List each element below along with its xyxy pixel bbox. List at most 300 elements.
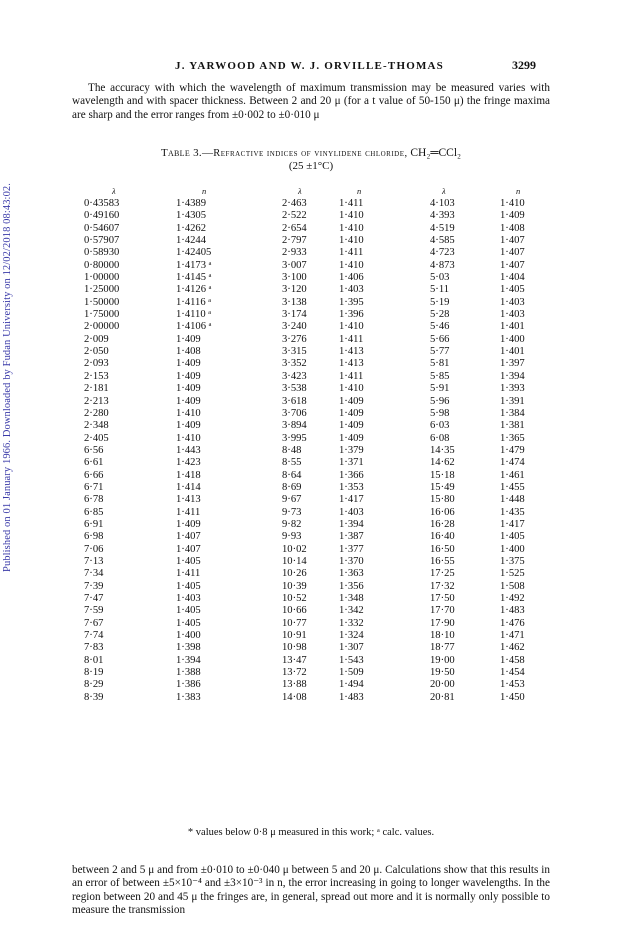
table-cell: 1·365 bbox=[500, 432, 525, 444]
table-cell: 1·408 bbox=[500, 222, 525, 234]
table-cell: 1·4116 ᵃ bbox=[176, 296, 212, 308]
table-row bbox=[84, 260, 544, 272]
table-temperature: (25 ±1°C) bbox=[288, 160, 334, 172]
table-cell: 1·391 bbox=[500, 395, 525, 407]
table-cell: 17·50 bbox=[430, 593, 455, 604]
table-cell: 1·4106 ᵃ bbox=[176, 321, 212, 333]
table-cell: 6·78 bbox=[84, 494, 104, 506]
table-cell: 1·400 bbox=[500, 543, 525, 555]
table-cell: 1·401 bbox=[500, 321, 525, 333]
table-cell: 19·50 bbox=[430, 667, 455, 679]
table-cell: 1·25000 bbox=[84, 284, 120, 296]
table-cell: 1·413 bbox=[339, 346, 364, 358]
table-cell: 1·4244 bbox=[176, 235, 207, 247]
table-cell: 18·77 bbox=[430, 642, 455, 654]
column-header-index-2: n bbox=[357, 186, 362, 196]
table-row bbox=[84, 321, 544, 333]
table-cell: 1·307 bbox=[339, 642, 364, 654]
table-cell: 7·74 bbox=[84, 630, 104, 642]
table-cell: 1·409 bbox=[176, 383, 201, 395]
table-cell: 1·407 bbox=[500, 235, 525, 247]
column-header-wavelength-2: λ bbox=[298, 186, 302, 196]
table-cell: 1·462 bbox=[500, 642, 525, 654]
table-cell: 1·379 bbox=[339, 444, 364, 456]
table-cell: 1·381 bbox=[500, 420, 525, 432]
table-row bbox=[84, 605, 544, 617]
table-cell: 1·474 bbox=[500, 457, 525, 469]
table-cell: 13·88 bbox=[282, 679, 307, 691]
table-cell: 1·394 bbox=[176, 654, 201, 666]
table-row bbox=[84, 544, 544, 556]
table-row bbox=[84, 396, 544, 408]
table-cell: 16·06 bbox=[430, 506, 455, 518]
table-cell: 2·797 bbox=[282, 235, 307, 247]
table-cell: 1·414 bbox=[176, 481, 201, 493]
table-cell: 6·71 bbox=[84, 481, 104, 493]
table-row bbox=[84, 519, 544, 531]
table-cell: 2·213 bbox=[84, 395, 109, 407]
table-cell: 5·98 bbox=[430, 407, 450, 419]
table-label: Table 3.— bbox=[160, 147, 214, 159]
table-cell: 1·409 bbox=[339, 420, 364, 432]
table-row bbox=[84, 383, 544, 395]
table-cell: 3·352 bbox=[282, 358, 307, 370]
table-cell: 1·394 bbox=[500, 370, 525, 382]
table-row bbox=[84, 692, 544, 704]
table-row bbox=[84, 309, 544, 321]
table-row bbox=[84, 507, 544, 519]
table-row bbox=[84, 371, 544, 383]
table-cell: 14·08 bbox=[282, 691, 307, 703]
table-cell: 1·410 bbox=[176, 407, 201, 419]
table-row bbox=[84, 630, 544, 642]
table-cell: 7·67 bbox=[84, 617, 104, 629]
table-row bbox=[84, 618, 544, 630]
table-title: Refractive indices of vinylidene chloride, bbox=[213, 148, 408, 159]
table-cell: 14·62 bbox=[430, 457, 455, 469]
table-row bbox=[84, 272, 544, 284]
table-row bbox=[84, 482, 544, 494]
table-cell: 1·411 bbox=[339, 247, 364, 259]
table-cell: 0·57907 bbox=[84, 235, 120, 247]
table-cell: 1·461 bbox=[500, 469, 525, 481]
table-cell: 9·73 bbox=[282, 506, 302, 518]
table-cell: 6·56 bbox=[84, 444, 104, 456]
table-cell: 2·654 bbox=[282, 222, 307, 234]
table-cell: 1·409 bbox=[176, 333, 201, 345]
table-cell: 1·405 bbox=[176, 605, 201, 617]
table-cell: 1·509 bbox=[339, 667, 364, 679]
table-cell: 0·49160 bbox=[84, 210, 120, 222]
table-cell: 1·413 bbox=[339, 358, 364, 370]
table-cell: 1·409 bbox=[500, 210, 525, 222]
table-cell: 2·093 bbox=[84, 358, 109, 370]
table-cell: 1·409 bbox=[339, 432, 364, 444]
table-cell: 4·519 bbox=[430, 222, 455, 234]
table-cell: 1·407 bbox=[500, 247, 525, 259]
table-cell: 1·375 bbox=[500, 555, 525, 567]
table-cell: 1·413 bbox=[176, 494, 201, 506]
table-row bbox=[84, 470, 544, 482]
table-cell: 5·11 bbox=[430, 284, 450, 296]
refractive-index-table bbox=[84, 198, 544, 704]
table-cell: 1·407 bbox=[176, 543, 201, 555]
table-cell: 1·348 bbox=[339, 593, 364, 604]
table-cell: 1·410 bbox=[339, 210, 364, 222]
table-cell: 1·410 bbox=[176, 432, 201, 444]
table-cell: 1·476 bbox=[500, 617, 525, 629]
table-cell: 3·100 bbox=[282, 272, 307, 284]
table-cell: 1·400 bbox=[176, 630, 201, 642]
table-cell: 1·388 bbox=[176, 667, 201, 679]
table-cell: 1·377 bbox=[339, 543, 364, 555]
table-cell: 10·52 bbox=[282, 593, 307, 604]
table-cell: 10·91 bbox=[282, 630, 307, 642]
table-cell: 1·409 bbox=[176, 395, 201, 407]
table-cell: 8·01 bbox=[84, 654, 104, 666]
table-cell: 1·401 bbox=[500, 346, 525, 358]
table-cell: 5·96 bbox=[430, 395, 450, 407]
table-cell: 1·423 bbox=[176, 457, 201, 469]
table-cell: 1·543 bbox=[339, 654, 364, 666]
table-cell: 1·417 bbox=[339, 494, 364, 506]
table-cell: 1·342 bbox=[339, 605, 364, 617]
table-cell: 1·410 bbox=[339, 259, 364, 271]
table-cell: 1·398 bbox=[176, 642, 201, 654]
table-cell: 16·28 bbox=[430, 518, 455, 530]
table-cell: 1·405 bbox=[176, 580, 201, 592]
table-cell: 1·409 bbox=[176, 420, 201, 432]
table-cell: 1·409 bbox=[339, 407, 364, 419]
table-cell: 0·80000 bbox=[84, 259, 120, 271]
running-head: J. YARWOOD AND W. J. ORVILLE-THOMAS bbox=[175, 60, 445, 72]
table-row bbox=[84, 235, 544, 247]
table-cell: 6·08 bbox=[430, 432, 450, 444]
column-header-wavelength-3: λ bbox=[442, 186, 446, 196]
table-cell: 1·494 bbox=[339, 679, 364, 691]
table-cell: 1·42405 bbox=[176, 247, 212, 259]
table-footnote: * values below 0·8 μ measured in this work; ᵃ calc. values. bbox=[187, 827, 435, 838]
table-cell: 1·448 bbox=[500, 494, 525, 506]
table-cell: 1·405 bbox=[500, 531, 525, 543]
table-cell: 1·393 bbox=[500, 383, 525, 395]
table-cell: 3·240 bbox=[282, 321, 307, 333]
table-cell: 5·81 bbox=[430, 358, 450, 370]
table-cell: 3·276 bbox=[282, 333, 307, 345]
table-cell: 5·03 bbox=[430, 272, 450, 284]
table-cell: 6·98 bbox=[84, 531, 104, 543]
table-cell: 1·4126 ᵃ bbox=[176, 284, 212, 296]
table-cell: 10·98 bbox=[282, 642, 307, 654]
table-cell: 5·77 bbox=[430, 346, 450, 358]
table-cell: 8·64 bbox=[282, 469, 302, 481]
table-cell: 19·00 bbox=[430, 654, 455, 666]
table-cell: 1·483 bbox=[339, 691, 364, 703]
table-cell: 3·423 bbox=[282, 370, 307, 382]
table-cell: 16·40 bbox=[430, 531, 455, 543]
table-cell: 6·91 bbox=[84, 518, 104, 530]
table-cell: 8·48 bbox=[282, 444, 302, 456]
table-cell: 10·26 bbox=[282, 568, 307, 580]
table-cell: 3·995 bbox=[282, 432, 307, 444]
table-cell: 7·06 bbox=[84, 543, 104, 555]
table-cell: 1·458 bbox=[500, 654, 525, 666]
table-cell: 1·450 bbox=[500, 691, 525, 703]
table-caption bbox=[72, 147, 550, 173]
table-cell: 1·409 bbox=[176, 518, 201, 530]
table-cell: 1·409 bbox=[176, 370, 201, 382]
table-cell: 1·471 bbox=[500, 630, 525, 642]
table-cell: 8·69 bbox=[282, 481, 302, 493]
table-cell: 1·492 bbox=[500, 593, 525, 604]
table-cell: 10·02 bbox=[282, 543, 307, 555]
table-column-headers bbox=[84, 186, 544, 196]
table-cell: 1·443 bbox=[176, 444, 201, 456]
table-row bbox=[84, 223, 544, 235]
table-cell: 0·54607 bbox=[84, 222, 120, 234]
table-cell: 7·13 bbox=[84, 555, 104, 567]
table-cell: 15·18 bbox=[430, 469, 455, 481]
table-cell: 3·315 bbox=[282, 346, 307, 358]
table-cell: 4·585 bbox=[430, 235, 455, 247]
table-cell: 3·007 bbox=[282, 259, 307, 271]
table-row bbox=[84, 358, 544, 370]
table-cell: 1·4173 ᵃ bbox=[176, 259, 212, 271]
table-cell: 1·366 bbox=[339, 469, 364, 481]
table-row bbox=[84, 433, 544, 445]
table-cell: 1·4262 bbox=[176, 222, 207, 234]
table-cell: 8·39 bbox=[84, 691, 104, 703]
table-cell: 7·34 bbox=[84, 568, 104, 580]
table-row bbox=[84, 531, 544, 543]
table-cell: 2·050 bbox=[84, 346, 109, 358]
table-cell: 1·403 bbox=[500, 296, 525, 308]
table-cell: 1·409 bbox=[176, 358, 201, 370]
table-cell: 4·873 bbox=[430, 259, 455, 271]
table-cell: 1·404 bbox=[500, 272, 525, 284]
table-cell: 4·103 bbox=[430, 198, 455, 209]
table-cell: 1·324 bbox=[339, 630, 364, 642]
column-header-wavelength-1: λ bbox=[112, 186, 116, 196]
table-cell: 8·55 bbox=[282, 457, 302, 469]
table-cell: 6·03 bbox=[430, 420, 450, 432]
table-cell: 1·411 bbox=[339, 198, 364, 209]
table-cell: 1·403 bbox=[339, 506, 364, 518]
intro-paragraph: The accuracy with which the wavelength of maximum transmission may be measured varies with wavelength and with spacer thickness. Between 2 and 20 μ (for a t value of 50-150 μ) the fringe maxima are sharp and the error ranges from ±0·002 to ±0·010 μ bbox=[72, 82, 550, 121]
table-cell: 1·403 bbox=[339, 284, 364, 296]
table-row bbox=[84, 445, 544, 457]
table-row bbox=[84, 284, 544, 296]
table-cell: 1·387 bbox=[339, 531, 364, 543]
table-cell: 20·81 bbox=[430, 691, 455, 703]
table-cell: 1·50000 bbox=[84, 296, 120, 308]
table-cell: 10·39 bbox=[282, 580, 307, 592]
table-cell: 1·396 bbox=[339, 309, 364, 321]
table-cell: 1·405 bbox=[176, 555, 201, 567]
table-cell: 1·508 bbox=[500, 580, 525, 592]
column-header-index-1: n bbox=[202, 186, 207, 196]
table-cell: 1·4305 bbox=[176, 210, 207, 222]
table-cell: 1·454 bbox=[500, 667, 525, 679]
table-row bbox=[84, 247, 544, 259]
table-row bbox=[84, 297, 544, 309]
table-cell: 0·58930 bbox=[84, 247, 120, 259]
table-cell: 1·332 bbox=[339, 617, 364, 629]
table-cell: 1·411 bbox=[339, 370, 364, 382]
table-cell: 1·410 bbox=[339, 222, 364, 234]
table-cell: 1·403 bbox=[176, 593, 201, 604]
table-cell: 1·407 bbox=[500, 259, 525, 271]
table-cell: 20·00 bbox=[430, 679, 455, 691]
table-cell: 9·67 bbox=[282, 494, 302, 506]
closing-paragraph: between 2 and 5 μ and from ±0·010 to ±0·040 μ between 5 and 20 μ. Calculations show that this results in an error of between ±5×10⁻⁴ and ±3×10⁻³ in n, the error increasing in going to longer wavelengths. In the region between 20 and 45 μ the fringes are, in general, spread out more and it is normally only possible to measure the transmission bbox=[72, 864, 550, 917]
table-cell: 1·370 bbox=[339, 555, 364, 567]
table-cell: 1·435 bbox=[500, 506, 525, 518]
table-cell: 2·933 bbox=[282, 247, 307, 259]
table-cell: 1·410 bbox=[500, 198, 525, 209]
table-cell: 10·77 bbox=[282, 617, 307, 629]
table-cell: 2·405 bbox=[84, 432, 109, 444]
table-cell: 2·522 bbox=[282, 210, 307, 222]
table-cell: 1·400 bbox=[500, 333, 525, 345]
table-row bbox=[84, 556, 544, 568]
table-cell: 1·405 bbox=[176, 617, 201, 629]
table-cell: 2·280 bbox=[84, 407, 109, 419]
table-cell: 3·174 bbox=[282, 309, 307, 321]
table-cell: 15·49 bbox=[430, 481, 455, 493]
table-cell: 1·397 bbox=[500, 358, 525, 370]
table-cell: 3·538 bbox=[282, 383, 307, 395]
table-cell: 6·61 bbox=[84, 457, 104, 469]
table-row bbox=[84, 210, 544, 222]
table-cell: 1·406 bbox=[339, 272, 364, 284]
table-cell: 1·408 bbox=[176, 346, 201, 358]
table-row bbox=[84, 457, 544, 469]
table-row bbox=[84, 568, 544, 580]
table-cell: 3·706 bbox=[282, 407, 307, 419]
table-row bbox=[84, 346, 544, 358]
table-cell: 3·120 bbox=[282, 284, 307, 296]
table-cell: 10·14 bbox=[282, 555, 307, 567]
table-formula: CH₂═CCl₂ bbox=[410, 147, 462, 159]
table-cell: 8·19 bbox=[84, 667, 104, 679]
table-cell: 1·453 bbox=[500, 679, 525, 691]
table-cell: 2·463 bbox=[282, 198, 307, 209]
table-cell: 17·70 bbox=[430, 605, 455, 617]
table-cell: 1·403 bbox=[500, 309, 525, 321]
table-cell: 1·00000 bbox=[84, 272, 120, 284]
table-cell: 1·418 bbox=[176, 469, 201, 481]
table-cell: 3·618 bbox=[282, 395, 307, 407]
table-cell: 1·4389 bbox=[176, 198, 207, 209]
table-cell: 14·35 bbox=[430, 444, 455, 456]
table-cell: 1·75000 bbox=[84, 309, 120, 321]
table-cell: 1·410 bbox=[339, 383, 364, 395]
table-cell: 7·47 bbox=[84, 593, 104, 604]
table-cell: 1·356 bbox=[339, 580, 364, 592]
table-cell: 1·409 bbox=[339, 395, 364, 407]
table-cell: 6·85 bbox=[84, 506, 104, 518]
table-cell: 1·483 bbox=[500, 605, 525, 617]
table-cell: 1·371 bbox=[339, 457, 364, 469]
table-cell: 16·55 bbox=[430, 555, 455, 567]
table-row bbox=[84, 667, 544, 679]
table-cell: 7·83 bbox=[84, 642, 104, 654]
table-cell: 7·59 bbox=[84, 605, 104, 617]
table-cell: 0·43583 bbox=[84, 198, 120, 209]
table-row bbox=[84, 198, 544, 210]
table-cell: 13·47 bbox=[282, 654, 307, 666]
table-cell: 18·10 bbox=[430, 630, 455, 642]
table-cell: 7·39 bbox=[84, 580, 104, 592]
table-cell: 2·009 bbox=[84, 333, 109, 345]
table-cell: 1·411 bbox=[176, 506, 201, 518]
table-row bbox=[84, 642, 544, 654]
table-row bbox=[84, 420, 544, 432]
table-cell: 3·138 bbox=[282, 296, 307, 308]
table-cell: 1·405 bbox=[500, 284, 525, 296]
table-row bbox=[84, 494, 544, 506]
table-row bbox=[84, 334, 544, 346]
table-cell: 16·50 bbox=[430, 543, 455, 555]
table-cell: 13·72 bbox=[282, 667, 307, 679]
table-cell: 8·29 bbox=[84, 679, 104, 691]
table-cell: 4·393 bbox=[430, 210, 455, 222]
table-cell: 1·4145 ᵃ bbox=[176, 272, 212, 284]
page-number: 3299 bbox=[512, 58, 536, 72]
table-cell: 1·410 bbox=[339, 235, 364, 247]
table-cell: 3·894 bbox=[282, 420, 307, 432]
table-cell: 1·455 bbox=[500, 481, 525, 493]
table-cell: 1·4110 ᵃ bbox=[176, 309, 212, 321]
table-cell: 1·363 bbox=[339, 568, 364, 580]
table-cell: 2·348 bbox=[84, 420, 109, 432]
table-cell: 1·479 bbox=[500, 444, 525, 456]
table-cell: 17·25 bbox=[430, 568, 455, 580]
table-cell: 2·153 bbox=[84, 370, 109, 382]
table-cell: 1·417 bbox=[500, 518, 525, 530]
table-cell: 1·411 bbox=[339, 333, 364, 345]
table-cell: 6·66 bbox=[84, 469, 104, 481]
table-cell: 17·32 bbox=[430, 580, 455, 592]
table-cell: 9·82 bbox=[282, 518, 302, 530]
table-cell: 10·66 bbox=[282, 605, 307, 617]
table-cell: 1·383 bbox=[176, 691, 201, 703]
table-cell: 1·395 bbox=[339, 296, 364, 308]
table-cell: 5·85 bbox=[430, 370, 450, 382]
publication-download-note: Published on 01 January 1966. Downloaded by Fudan University on 12/02/2018 08:43:02. bbox=[2, 183, 13, 573]
column-header-index-3: n bbox=[516, 186, 521, 196]
table-row bbox=[84, 581, 544, 593]
table-cell: 15·80 bbox=[430, 494, 455, 506]
table-cell: 5·19 bbox=[430, 296, 450, 308]
table-cell: 1·525 bbox=[500, 568, 525, 580]
table-cell: 1·407 bbox=[176, 531, 201, 543]
table-cell: 1·394 bbox=[339, 518, 364, 530]
table-cell: 1·411 bbox=[176, 568, 201, 580]
table-cell: 9·93 bbox=[282, 531, 302, 543]
table-cell: 1·386 bbox=[176, 679, 201, 691]
table-cell: 5·66 bbox=[430, 333, 450, 345]
table-row bbox=[84, 679, 544, 691]
table-cell: 4·723 bbox=[430, 247, 455, 259]
table-row bbox=[84, 593, 544, 605]
table-cell: 5·46 bbox=[430, 321, 450, 333]
table-cell: 1·353 bbox=[339, 481, 364, 493]
table-cell: 1·384 bbox=[500, 407, 525, 419]
table-cell: 2·181 bbox=[84, 383, 109, 395]
table-cell: 17·90 bbox=[430, 617, 455, 629]
